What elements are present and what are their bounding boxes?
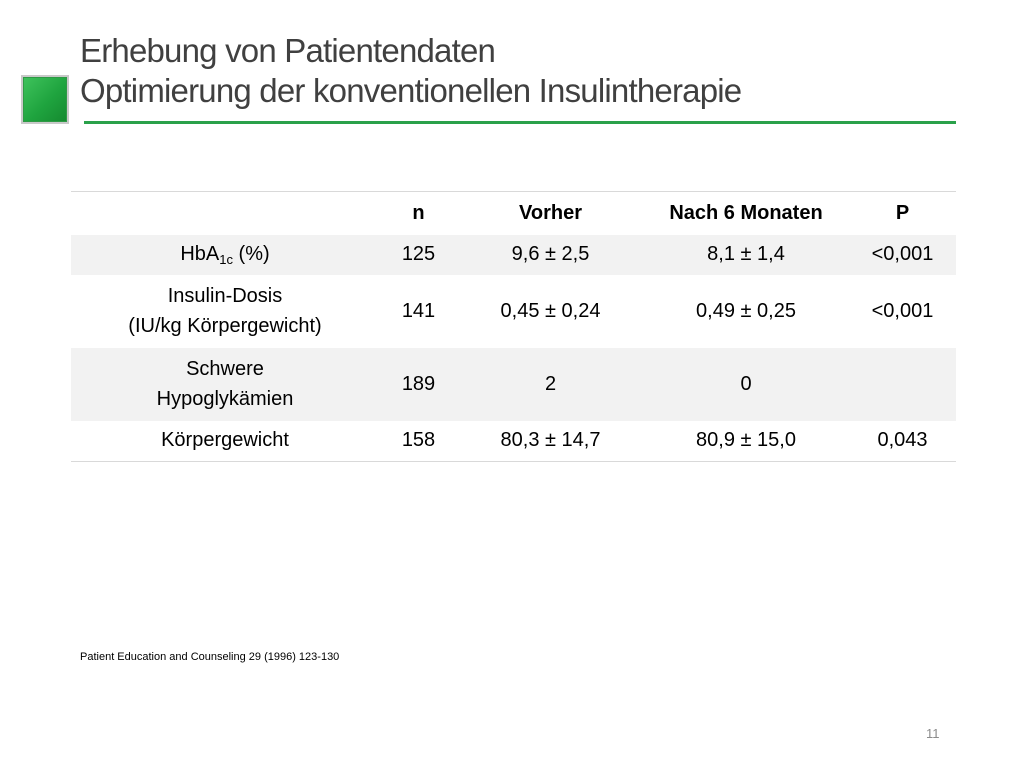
table-row xyxy=(71,421,956,462)
hba1c-subscript: 1c xyxy=(219,252,233,267)
row-label-hypoglykaemien xyxy=(71,348,379,421)
cell-n: 125 xyxy=(401,243,436,265)
header-vorher: Vorher xyxy=(519,201,582,224)
hba1c-prefix: HbA xyxy=(180,243,220,265)
slide-title xyxy=(80,31,980,111)
cell-n: 189 xyxy=(401,372,436,395)
label-line-1: Schwere xyxy=(186,358,264,380)
cell-nachher: 8,1 ± 1,4 xyxy=(707,243,785,265)
cell-nachher: 80,9 ± 15,0 xyxy=(696,429,796,452)
header-p: P xyxy=(895,201,910,224)
table-header-row xyxy=(71,192,956,235)
cell-p xyxy=(849,348,956,421)
cell-p: <0,001 xyxy=(871,299,934,322)
header-n: n xyxy=(412,201,425,224)
results-table xyxy=(71,191,956,462)
cell-vorher: 80,3 ± 14,7 xyxy=(500,429,601,452)
label-line-2: Hypoglykämien xyxy=(156,388,294,410)
row-label-insulin-dosis xyxy=(71,275,379,348)
hba1c-suffix: (%) xyxy=(232,243,270,265)
cell-vorher: 2 xyxy=(544,372,557,395)
label-line-2: (IU/kg Körpergewicht) xyxy=(128,315,322,337)
header-empty xyxy=(71,192,379,235)
cell-n: 141 xyxy=(401,299,436,322)
row-label-hba1c xyxy=(71,235,379,275)
cell-p: 0,043 xyxy=(877,429,928,452)
row-label-koerpergewicht: Körpergewicht xyxy=(161,429,289,452)
cell-nachher: 0 xyxy=(740,372,752,395)
table-row xyxy=(71,348,956,421)
label-line-1: Insulin-Dosis xyxy=(167,285,283,307)
page-number: 11 xyxy=(926,726,940,741)
cell-vorher: 9,6 ± 2,5 xyxy=(511,243,590,265)
cell-nachher: 0,49 ± 0,25 xyxy=(696,299,796,322)
cell-p: <0,001 xyxy=(871,243,934,265)
header-nach-6-monaten: Nach 6 Monaten xyxy=(669,201,823,224)
title-line-2: Optimierung der konventionellen Insulintherapie xyxy=(80,72,742,109)
table-row xyxy=(71,275,956,348)
cell-vorher: 0,45 ± 0,24 xyxy=(500,299,601,322)
title-line-1: Erhebung von Patientendaten xyxy=(80,32,496,69)
cell-n: 158 xyxy=(401,429,436,452)
table-row xyxy=(71,235,956,275)
title-underline xyxy=(84,121,956,124)
green-square-logo xyxy=(21,75,69,124)
citation: Patient Education and Counseling 29 (1996) 123-130 xyxy=(80,651,340,663)
